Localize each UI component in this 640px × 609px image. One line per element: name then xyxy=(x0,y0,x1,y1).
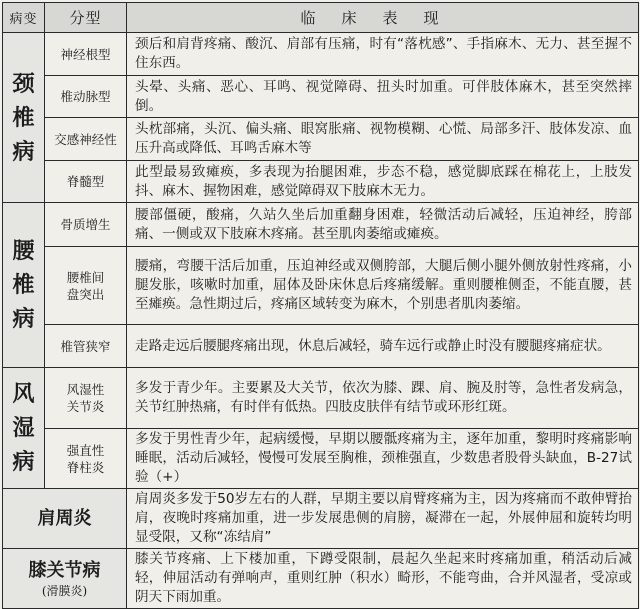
type-cell: 骨质增生 xyxy=(45,203,127,247)
disease-subtitle: (滑膜炎) xyxy=(41,583,88,598)
disease-label: 腰椎病 xyxy=(12,238,35,332)
desc-cell: 腰部僵硬，酸痛，久站久坐后加重翻身困难，轻微活动后减轻，压迫神经，胯部痛、一侧或双下肢麻木疼痛。甚至肌肉萎缩或瘫痪。 xyxy=(127,203,639,247)
type-label: 强直性脊柱炎 xyxy=(66,442,105,475)
desc-cell: 腰痛，弯腰干活后加重，压迫神经或双侧胯部，大腿后侧小腿外侧放射性疼痛，小腿发胀，咳嗽时加重，屈体及卧床休息后疼痛缓解。重则腰椎侧歪，不能直腰，甚至瘫痪。急性期过后，疼痛区域转变为麻木，个别患者肌肉萎缩。 xyxy=(127,247,639,325)
table-row xyxy=(3,429,639,489)
disease-label: 膝关节病 xyxy=(28,559,101,581)
table-row xyxy=(3,33,639,76)
table-row xyxy=(3,325,639,368)
type-label: 风湿性关节炎 xyxy=(66,382,105,414)
header-clinical: 临床表现 xyxy=(127,3,639,33)
disease-cell-shoulder: 肩周炎 xyxy=(3,489,127,549)
desc-cell: 多发于男性青少年，起病缓慢，早期以腰骶疼痛为主，逐年加重，黎明时疼痛影响睡眠，活动后减轻，慢慢可发展至胸椎，颈椎强直，少数患者股骨头缺血，B-27试验（+） xyxy=(127,429,639,489)
table-row xyxy=(3,368,639,429)
table-row xyxy=(3,161,639,203)
type-cell xyxy=(45,368,127,429)
disease-cell-knee xyxy=(3,549,127,609)
disease-cell-rheumatism xyxy=(3,368,45,489)
table-row xyxy=(3,118,639,161)
desc-cell: 头枕部痛，头沉、偏头痛、眼窝胀痛、视物模糊、心慌、局部多汗、肢体发凉、血压升高或降低、耳鸣舌麻木等 xyxy=(127,118,639,161)
desc-cell: 颈后和肩背疼痛、酸沉、肩部有压痛，时有“落枕感”、手指麻木、无力、甚至握不住东西。 xyxy=(127,33,639,76)
type-cell: 交感神经性 xyxy=(45,118,127,161)
type-label: 腰椎间盘突出 xyxy=(66,269,105,302)
type-cell xyxy=(45,429,127,489)
table-row xyxy=(3,76,639,118)
desc-cell: 多发于青少年。主要累及大关节，依次为膝、踝、肩、腕及肘等，急性者发病急，关节红肿热痛，有时伴有低热。四肢皮肤伴有结节或环形红斑。 xyxy=(127,368,639,429)
table-row xyxy=(3,203,639,247)
type-cell: 椎管狭窄 xyxy=(45,325,127,368)
table-row xyxy=(3,549,639,609)
desc-cell: 膝关节疼痛、上下楼加重，下蹲受限制，晨起久坐起来时疼痛加重，稍活动后减轻，伸屈活动有弹响声，重则红肿（积水）畸形，不能弯曲，合并风湿者，受凉或阴天下雨加重。 xyxy=(127,549,639,609)
desc-cell: 头晕、头痛、恶心、耳鸣、视觉障碍、扭头时加重。可伴肢体麻木，甚至突然摔倒。 xyxy=(127,76,639,118)
disease-label: 颈椎病 xyxy=(12,70,35,165)
disease-label: 风湿病 xyxy=(12,381,35,475)
header-row xyxy=(3,3,639,33)
table-row xyxy=(3,247,639,325)
type-cell: 神经根型 xyxy=(45,33,127,76)
type-cell xyxy=(45,247,127,325)
header-type: 分型 xyxy=(45,3,127,33)
desc-cell: 此型最易致瘫痪，多表现为抬腿困难，步态不稳，感觉脚底踩在棉花上，上肢发抖、麻木、握物困难，感觉障碍双下肢麻木无力。 xyxy=(127,161,639,203)
medical-table xyxy=(2,2,638,605)
desc-cell: 肩周炎多发于50岁左右的人群，早期主要以肩臂疼痛为主，因为疼痛而不敢伸臂抬肩，夜晚时疼痛加重，进一步发展患侧的肩膀，凝滞在一起，外展伸屈和旋转均明显受限，又称“冻结肩” xyxy=(127,489,639,549)
type-cell: 脊髓型 xyxy=(45,161,127,203)
desc-cell: 走路走远后腰腿疼痛出现，休息后减轻，骑车远行或静止时没有腰腿疼痛症状。 xyxy=(127,325,639,368)
table-row xyxy=(3,489,639,549)
header-disease: 病变 xyxy=(3,3,45,33)
disease-cell-lumbar xyxy=(3,203,45,368)
disease-cell-cervical xyxy=(3,33,45,203)
type-cell: 椎动脉型 xyxy=(45,76,127,118)
